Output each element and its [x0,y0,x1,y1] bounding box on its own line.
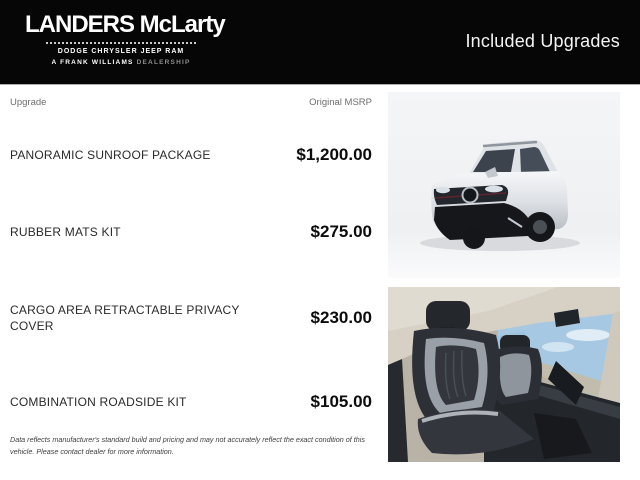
table-row [10,212,372,252]
upgrade-price: $105.00 [310,392,372,411]
upgrade-price: $230.00 [310,308,372,327]
table-header-row [10,97,372,108]
disclaimer-text: Data reflects manufacturer's standard build and pricing and may not accurately reflect the exact condition of this vehicle. Please contact dealer for more information. [10,435,365,456]
vehicle-interior-photo [388,287,620,462]
table-row [10,382,372,422]
column-header-msrp: Original MSRP [309,97,372,108]
table-row [10,296,372,340]
page-title: Included Upgrades [465,31,620,51]
dealership-tagline-bold: A FRANK WILLIAMS [51,59,134,67]
upgrade-name: CARGO AREA RETRACTABLE PRIVACY COVER [10,302,240,333]
interior-photo-illustration [388,287,620,462]
dealership-logo-name: LANDERS McLarty [25,11,225,38]
dealership-logo [25,11,225,67]
column-header-upgrade: Upgrade [10,97,47,108]
upgrade-price: $275.00 [310,222,372,241]
dealership-logo-marques: DODGE CHRYSLER JEEP RAM [57,48,185,56]
dealership-logo-tagline [25,59,217,66]
upgrade-name: RUBBER MATS KIT [10,224,121,239]
vehicle-exterior-photo [388,92,620,278]
header-bar [0,0,640,85]
exterior-photo-illustration [388,92,620,278]
upgrade-price: $1,200.00 [296,145,372,164]
upgrade-name: COMBINATION ROADSIDE KIT [10,394,187,409]
table-row [10,135,372,175]
logo-dotted-divider [46,42,196,44]
upgrade-name: PANORAMIC SUNROOF PACKAGE [10,147,211,162]
dealership-tagline-light: DEALERSHIP [136,59,191,67]
